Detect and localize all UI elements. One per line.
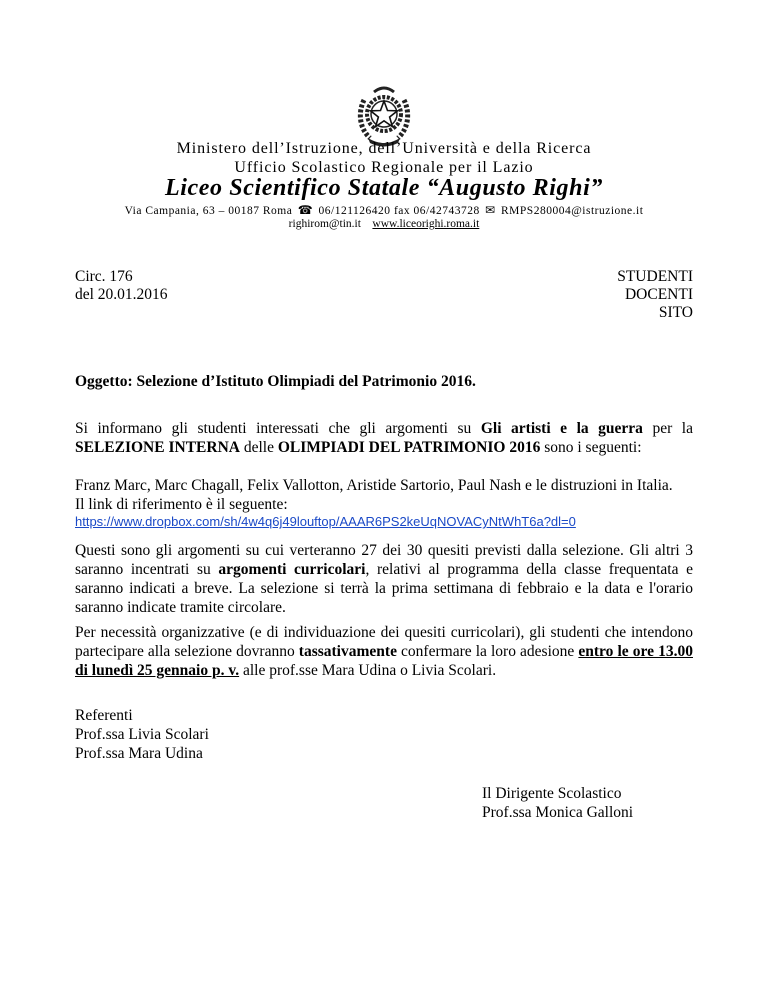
phone-icon: ☎ <box>297 203 314 217</box>
dropbox-link[interactable]: https://www.dropbox.com/sh/4w4q6j49louftop/AAAR6PS2keUqNOVACyNtWhT6a?dl=0 <box>75 514 576 529</box>
referent-name: Prof.ssa Mara Udina <box>75 745 203 762</box>
recipient-teachers: DOCENTI <box>624 286 693 303</box>
subject-line: Oggetto: Selezione d’Istituto Olimpiadi del Patrimonio 2016. <box>75 373 476 390</box>
envelope-icon: ✉ <box>485 203 496 217</box>
contact-line <box>0 203 768 218</box>
bold-text: SELEZIONE INTERNA <box>75 439 240 456</box>
text: Si informano gli studenti interessati che gli argomenti su <box>75 420 481 437</box>
website-link[interactable]: www.liceorighi.roma.it <box>372 218 480 230</box>
text: sono i seguenti: <box>540 439 642 456</box>
bold-text: tassativamente <box>298 643 397 660</box>
registration-paragraph <box>75 623 693 680</box>
recipient-site: SITO <box>658 304 693 321</box>
secondary-email: righirom@tin.it <box>288 218 361 230</box>
ministry-name: Ministero dell’Istruzione, dell’Università e della Ricerca <box>176 140 592 157</box>
circular-info <box>75 268 168 304</box>
bold-text: argomenti curricolari <box>218 561 366 578</box>
artists-paragraph <box>75 476 693 514</box>
recipient-students: STUDENTI <box>617 268 693 285</box>
contact-line-2 <box>0 218 768 230</box>
intro-paragraph <box>75 419 693 457</box>
signature-name: Prof.ssa Monica Galloni <box>482 804 634 821</box>
italian-emblem-icon <box>354 82 414 148</box>
text: Per necessità organizzative (e di individuazione dei quesiti curricolari), gli studenti che intendono partecipare alla selezione dovranno <box>75 624 693 660</box>
signature-role: Il Dirigente Scolastico <box>482 785 622 802</box>
artists-list: Franz Marc, Marc Chagall, Felix Vallotton, Aristide Sartorio, Paul Nash e le distruzioni in Italia. <box>75 477 673 494</box>
deadline-text: entro le ore 13.00 di lunedì 25 gennaio p. v. <box>75 643 693 679</box>
bold-text: Gli artisti e la guerra <box>480 420 643 437</box>
signature-block <box>482 784 633 822</box>
recipients-list <box>617 268 693 322</box>
referent-name: Prof.ssa Livia Scolari <box>75 726 209 743</box>
text: alle prof.sse Mara Udina o Livia Scolari. <box>239 662 497 679</box>
referents-block <box>75 706 209 763</box>
fax-number: fax 06/42743728 <box>393 205 480 217</box>
referents-title: Referenti <box>75 707 133 724</box>
circular-date: del 20.01.2016 <box>75 286 168 303</box>
bold-text: OLIMPIADI DEL PATRIMONIO 2016 <box>277 439 541 456</box>
phone-number: 06/121126420 <box>318 205 391 217</box>
regional-office: Ufficio Scolastico Regionale per il Lazio <box>234 159 534 176</box>
link-intro: Il link di riferimento è il seguente: <box>75 496 288 513</box>
school-name: Liceo Scientifico Statale “Augusto Righi” <box>165 175 603 201</box>
text: delle <box>239 439 278 456</box>
text: confermare la loro adesione <box>396 643 579 660</box>
address: Via Campania, 63 – 00187 Roma <box>124 205 293 217</box>
email-address: RMPS280004@istruzione.it <box>501 205 644 217</box>
text: per la <box>642 420 693 437</box>
quiz-info-paragraph <box>75 541 693 617</box>
text: , relativi al programma della classe frequentata e saranno indicati a breve. La selezione si terrà la prima settimana di febbraio e la data e l'orario saranno indicate tramite circolare. <box>75 561 693 616</box>
circular-number: Circ. 176 <box>75 268 133 285</box>
text: Questi sono gli argomenti su cui verteranno 27 dei 30 quesiti previsti dalla selezione. Gli altri 3 saranno incentrati su <box>75 542 693 578</box>
